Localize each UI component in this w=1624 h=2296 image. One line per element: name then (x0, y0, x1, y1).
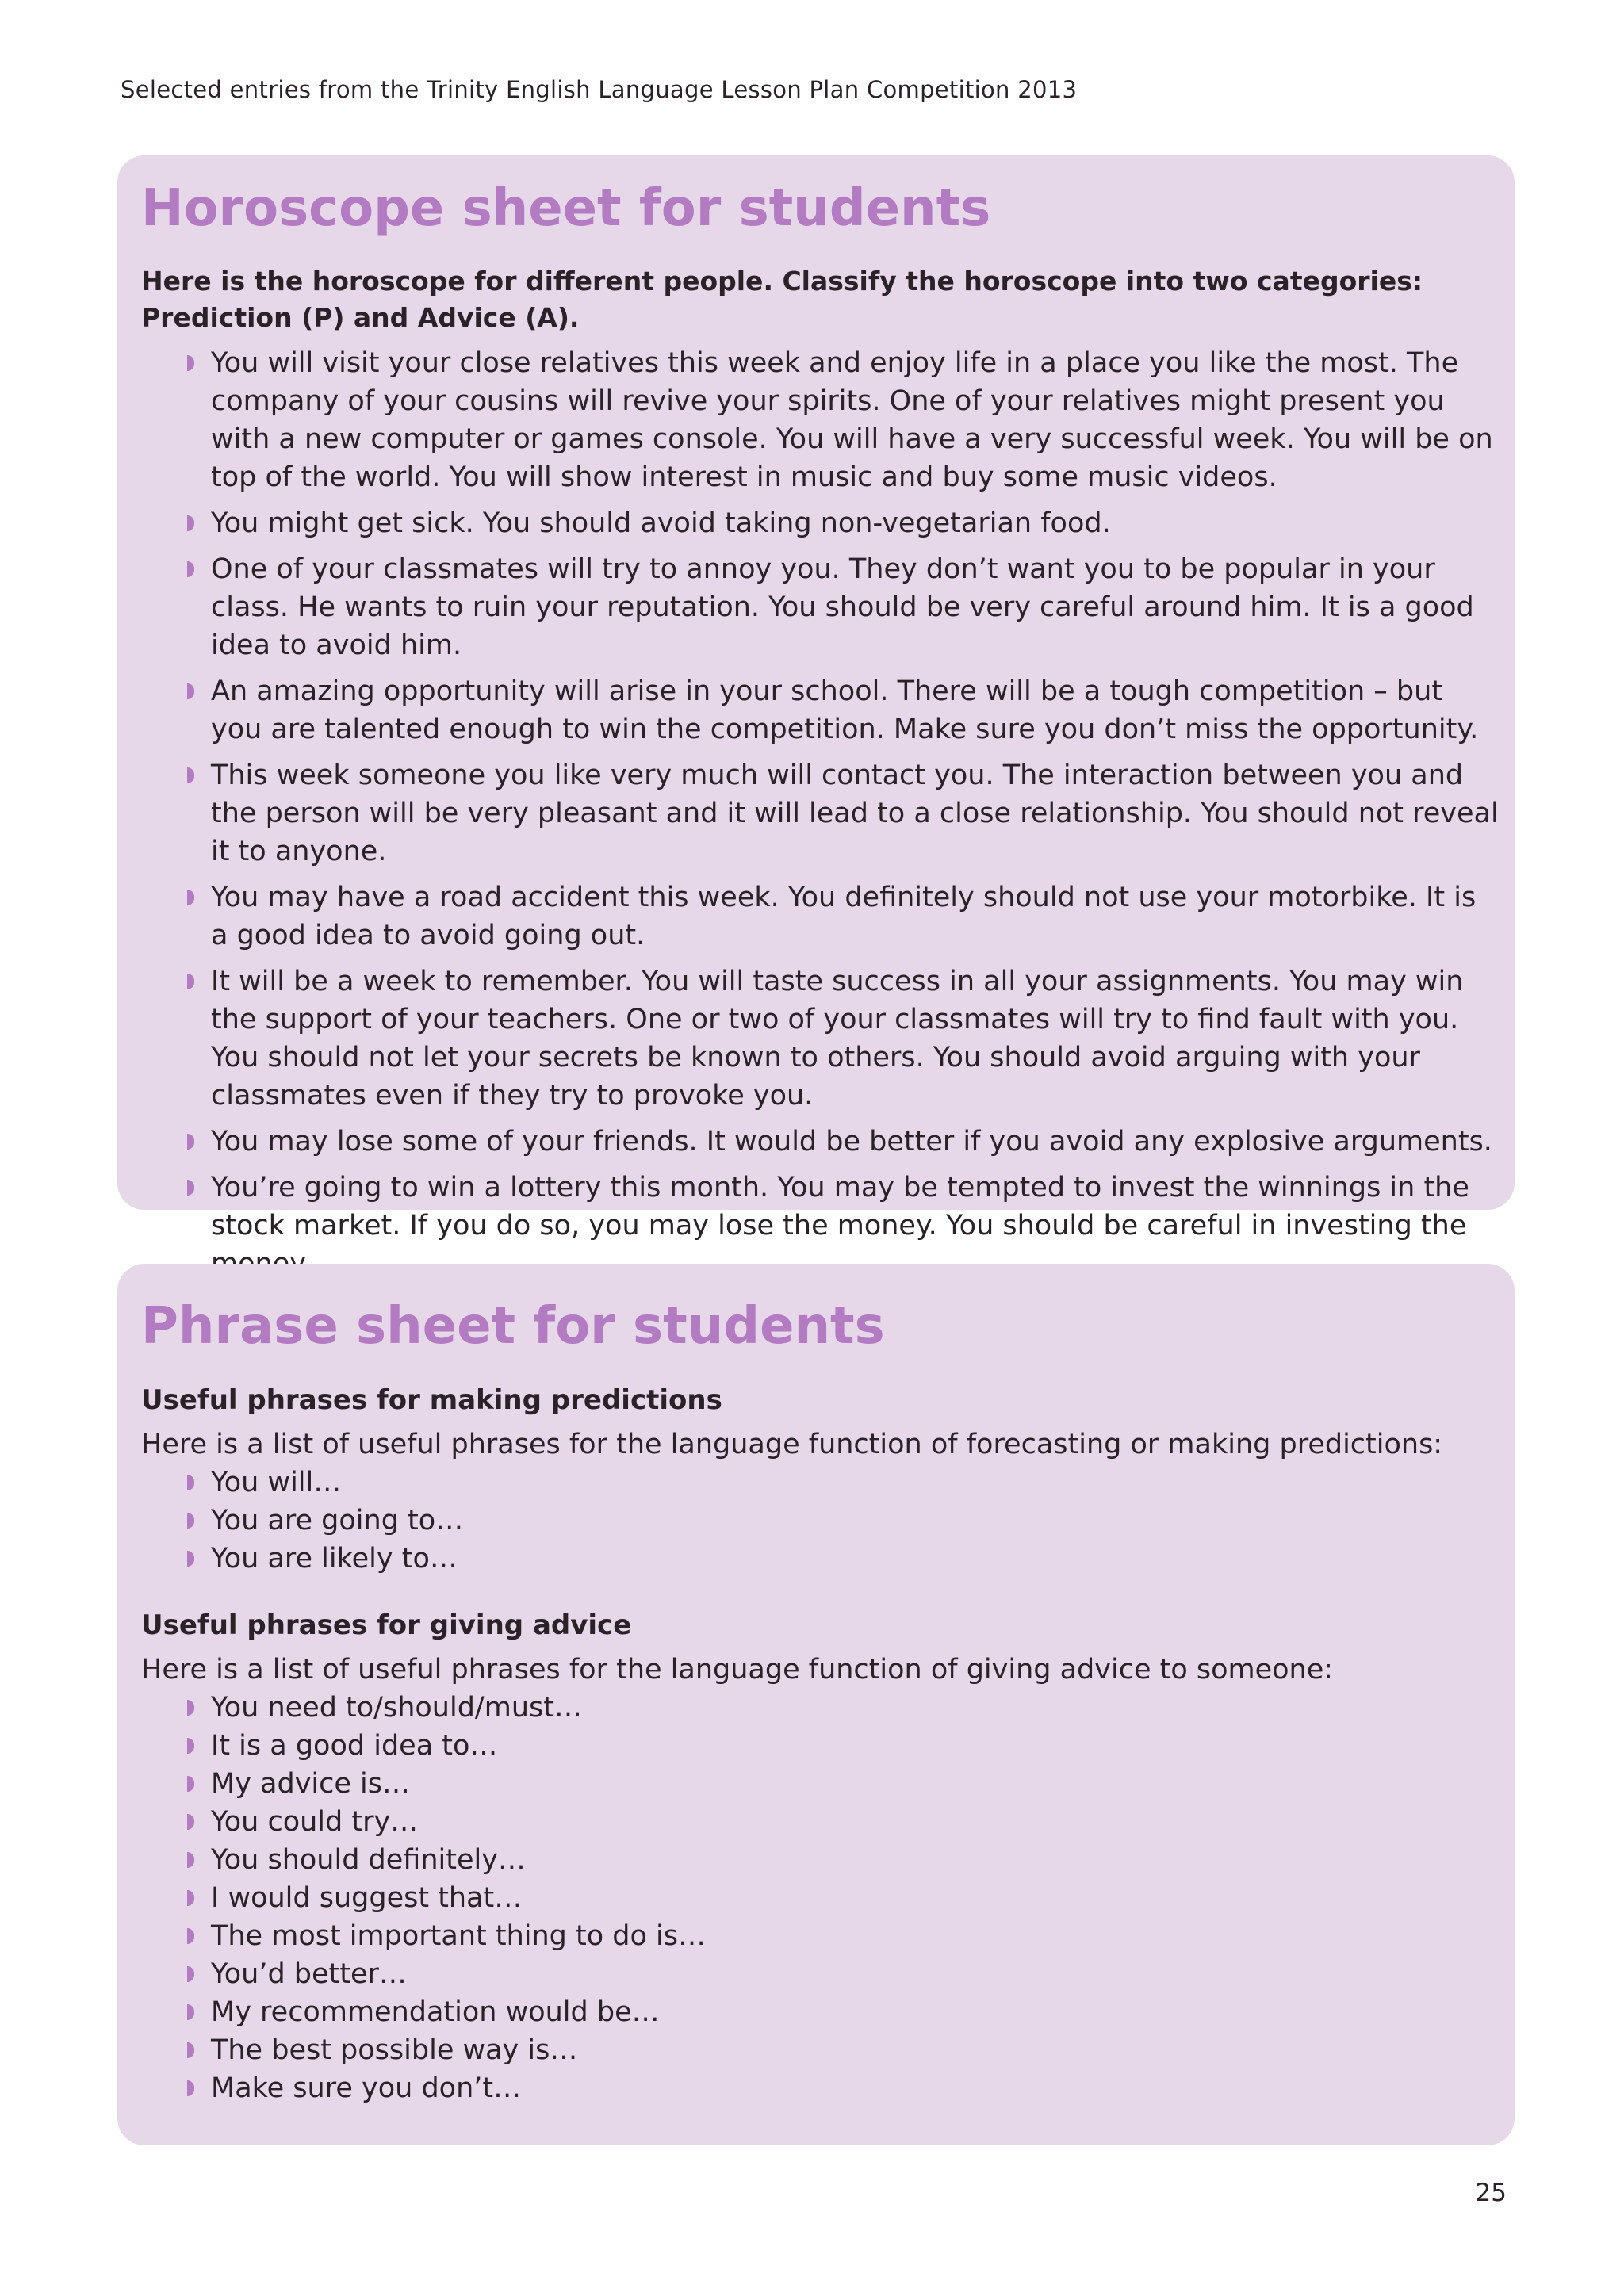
bullet-icon (187, 1513, 194, 1529)
horoscope-instruction: Here is the horoscope for different people. Classify the horoscope into two categories: Prediction (P) and Advice (A). (141, 266, 1423, 333)
bullet-icon (187, 890, 194, 905)
list-item (187, 1803, 1499, 1841)
list-item-text: You are likely to… (211, 1543, 458, 1575)
bullet-icon (187, 1180, 194, 1196)
bullet-icon (187, 2042, 194, 2058)
list-item (187, 1955, 1499, 1993)
horoscope-title: Horoscope sheet for students (141, 179, 991, 238)
list-item-text: You’d better… (211, 1958, 407, 1990)
phrase-title: Phrase sheet for students (141, 1297, 885, 1356)
page-number: 25 (1475, 2179, 1507, 2207)
list-item (187, 550, 1499, 664)
predictions-block (141, 1381, 1499, 1578)
bullet-icon (187, 683, 194, 699)
list-item-text: You should definitely… (211, 1844, 526, 1876)
list-item (187, 672, 1499, 748)
list-item (187, 962, 1499, 1115)
list-item (187, 1879, 1499, 1917)
bullet-icon (187, 1738, 194, 1754)
list-item (187, 1464, 1499, 1502)
list-item-text: Make sure you don’t… (211, 2072, 522, 2104)
list-item-text: It will be a week to remember. You will taste success in all your assignments. You may win the support of your teachers. One or two of your classmates will try to find fault with you. You should not let your secrets be known to others. You should avoid arguing with your classmates even if they try to provoke you. (211, 966, 1464, 1112)
list-item (187, 1765, 1499, 1803)
advice-heading: Useful phrases for giving advice (141, 1609, 632, 1641)
list-item (187, 1689, 1499, 1727)
bullet-icon (187, 515, 194, 531)
advice-list (141, 1689, 1499, 2107)
list-item (187, 878, 1499, 955)
advice-block (141, 1606, 1499, 2107)
bullet-icon (187, 1814, 194, 1830)
list-item-text: You may lose some of your friends. It would be better if you avoid any explosive arguments. (211, 1126, 1492, 1158)
list-item (187, 1917, 1499, 1955)
list-item-text: You’re going to win a lottery this month. You may be tempted to invest the winnings in the stock market. If you do so, you may lose the money. You should be careful in investing the (211, 1172, 1469, 1242)
bullet-icon (187, 1700, 194, 1716)
bullet-icon (187, 1928, 194, 1944)
list-item-text: You will… (211, 1467, 342, 1498)
predictions-list (141, 1464, 1499, 1578)
list-item-text: You are going to… (211, 1505, 464, 1536)
advice-intro: Here is a list of useful phrases for the language function of giving advice to someone: (141, 1654, 1334, 1686)
list-item (187, 2069, 1499, 2107)
list-item (187, 1540, 1499, 1578)
bullet-icon (187, 1852, 194, 1868)
bullet-icon (187, 767, 194, 783)
list-item (187, 1502, 1499, 1540)
list-item (187, 504, 1499, 542)
bullet-icon (187, 974, 194, 989)
list-item-text: The most important thing to do is… (211, 1920, 706, 1952)
list-item-text: This week someone you like very much will contact you. The interaction between you and the person will be very pleasant and it will lead to a close relationship. You should not reveal it to anyone. (211, 760, 1499, 867)
predictions-intro: Here is a list of useful phrases for the language function of forecasting or making predictions: (141, 1429, 1443, 1460)
running-header: Selected entries from the Trinity English Language Lesson Plan Competition 2013 (121, 76, 1078, 103)
phrase-panel (117, 1264, 1515, 2145)
predictions-heading: Useful phrases for making predictions (141, 1384, 722, 1416)
list-item-text: You might get sick. You should avoid taking non-vegetarian food. (211, 507, 1111, 539)
bullet-icon (187, 1134, 194, 1150)
horoscope-list (141, 344, 1499, 1283)
list-item-text: An amazing opportunity will arise in your school. There will be a tough competition – but you are talented enough to win the competition. Make sure you don’t miss the opportunity. (211, 675, 1479, 745)
list-item (187, 1993, 1499, 2031)
list-item (187, 1727, 1499, 1765)
list-item (187, 1123, 1499, 1161)
bullet-icon (187, 2004, 194, 2020)
bullet-icon (187, 1776, 194, 1792)
bullet-icon (187, 1890, 194, 1906)
horoscope-panel (117, 155, 1515, 1242)
list-item-text: My recommendation would be… (211, 1996, 660, 2028)
bullet-icon (187, 1475, 194, 1490)
bullet-icon (187, 1551, 194, 1567)
list-item-text: One of your classmates will try to annoy you. They don’t want you to be popular in your class. He wants to ruin your reputation. You should be very careful around him. It is a good idea to avoid him. (211, 553, 1474, 661)
list-item-text: It is a good idea to… (211, 1730, 498, 1762)
bullet-icon (187, 2080, 194, 2096)
list-item (187, 1841, 1499, 1879)
bullet-icon (187, 561, 194, 577)
list-item-text: My advice is… (211, 1768, 410, 1800)
list-item (187, 344, 1499, 496)
list-item (187, 2031, 1499, 2069)
list-item-text: You need to/should/must… (211, 1692, 582, 1724)
bullet-icon (187, 1966, 194, 1982)
list-item-text: You may have a road accident this week. You definitely should not use your motorbike. It is a good idea to avoid going out. (211, 882, 1477, 951)
list-item (187, 756, 1499, 871)
list-item-text: You will visit your close relatives this week and enjoy life in a place you like the most. The company of your cousins will revive your spirits. One of your relatives might present you with a new computer or games console. You will have a very successful week. You will be on top of the world. You will show interest in music and buy some music videos. (211, 347, 1493, 493)
list-item-text: The best possible way is… (211, 2034, 578, 2066)
bullet-icon (187, 355, 194, 371)
list-item-text: You could try… (211, 1806, 419, 1838)
list-item-text: I would suggest that… (211, 1882, 523, 1914)
